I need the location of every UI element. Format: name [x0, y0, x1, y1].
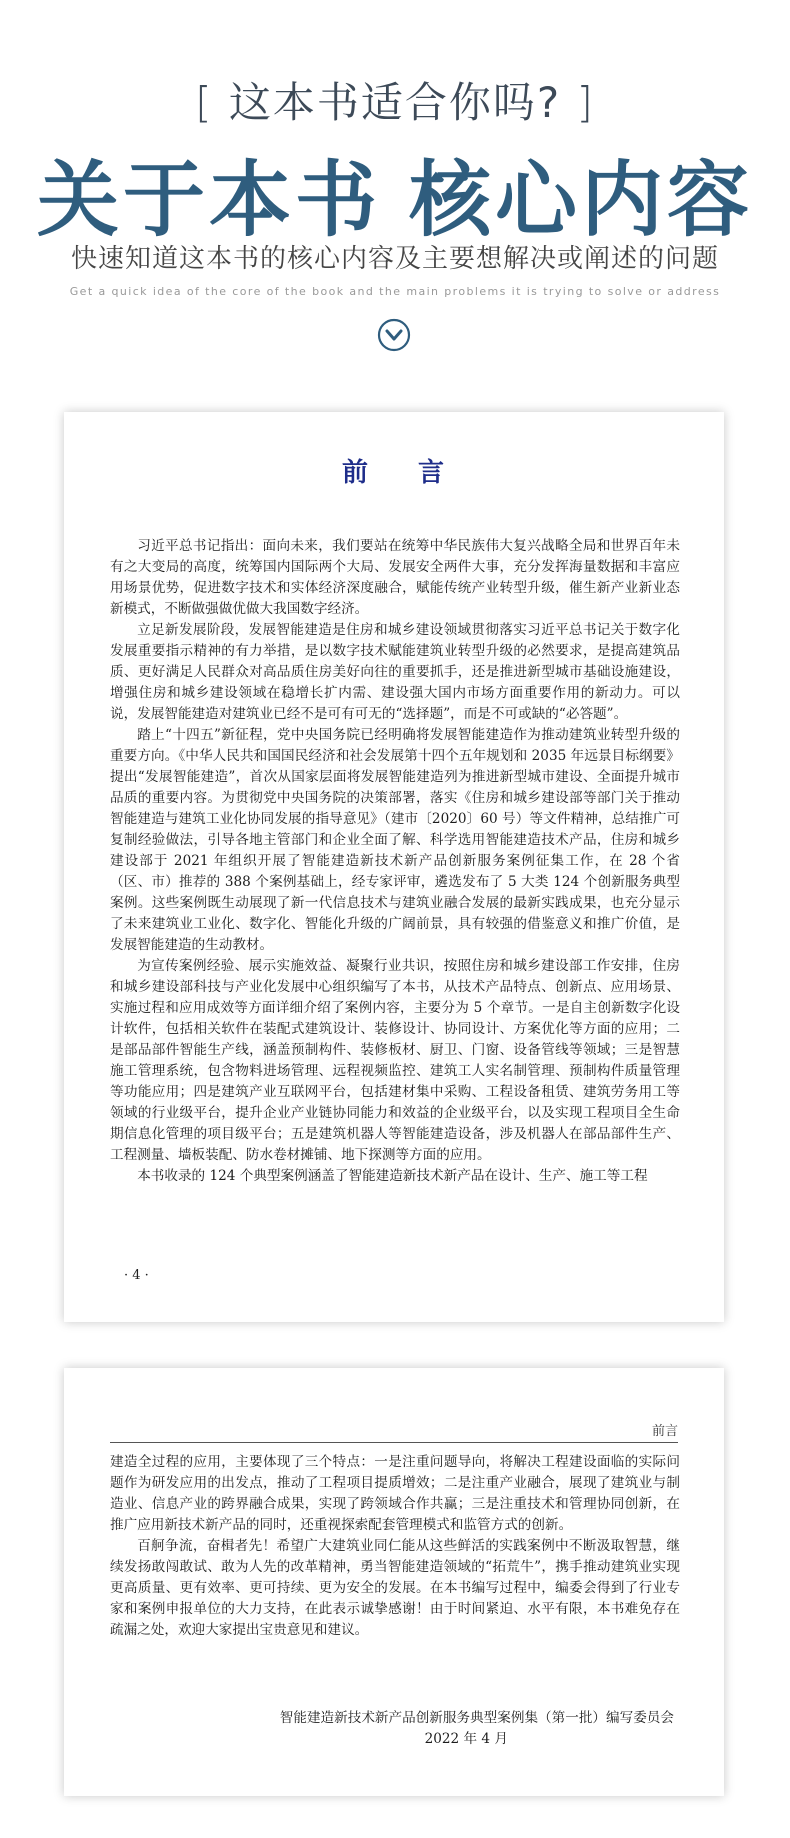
- left-bracket: [: [195, 78, 214, 127]
- preface-page-2: [64, 1368, 724, 1796]
- editorial-committee: 智能建造新技术新产品创新服务典型案例集（第一批）编写委员会: [279, 1710, 674, 1726]
- main-title: [0, 135, 790, 252]
- paragraph: 立足新发展阶段，发展智能建造是住房和城乡建设领域贯彻落实习近平总书记关于数字化发展重要指示精神的有力举措，是以数字技术赋能建筑业转型升级的必然要求，是提高建筑品质、更好满足人民群众对高品质住房美好向往的重要抓手，还是推进新型城市基础设施建设，增强住房和城乡建设领域在稳增长扩内需、建设强大国内市场方面重要作用的新动力。可以说，发展智能建造对建筑业已经不是可有可无的“选择题”，而是不可或缺的“必答题”。: [110, 622, 680, 722]
- header: [0, 0, 790, 380]
- main-title-part1: 关于本书: [36, 152, 381, 248]
- preface-page-1: [64, 412, 724, 1322]
- question-text: 这本书适合你吗?: [228, 78, 562, 127]
- paragraph: 为宣传案例经验、展示实施效益、凝聚行业共识，按照住房和城乡建设部工作安排，住房和城乡建设部科技与产业化发展中心组织编写了本书，从技术产品特点、创新点、应用场景、实施过程和应用成效等方面详细介绍了案例内容，主要分为 5 个章节。一是自主创新数字化设计软件，包括相关软件在装配式建筑设计、装修设计、协同设计、方案优化等方面的应用；二是部品部件智能生产线，涵盖预制构件、装修板材、厨卫、门窗、设备管线等领域；三是智慧施工管理系统，包含物料进场管理、远程视频监控、建筑工人实名制管理、预制构件质量管理等功能应用；四是建筑产业互联网平台，包括建材集中采购、工程设备租赁、建筑劳务用工等领域的行业级平台，提升企业产业链协同能力和效益的企业级平台，以及实现工程项目全生命期信息化管理的项目级平台；五是建筑机器人等智能建造设备，涉及机器人在部品部件生产、工程测量、墙板装配、防水卷材摊铺、地下探测等方面的应用。: [110, 958, 680, 1163]
- preface-title-char1: 前: [341, 458, 370, 488]
- date: 2022 年 4 月: [424, 1731, 508, 1747]
- signoff: [110, 1708, 680, 1750]
- paragraph: 习近平总书记指出：面向未来，我们要站在统筹中华民族伟大复兴战略全局和世界百年未有之大变局的高度，统筹国内国际两个大局、发展安全两件大事，充分发挥海量数据和丰富应用场景优势，促进数字技术和实体经济深度融合，赋能传统产业转型升级，催生新产业新业态新模式，不断做强做优做大我国数字经济。: [110, 538, 680, 617]
- question-title: [0, 70, 790, 130]
- preface-body-continued: [110, 1452, 680, 1641]
- paragraph: 建造全过程的应用，主要体现了三个特点：一是注重问题导向，将解决工程建设面临的实际问题作为研发应用的出发点，推动了工程项目提质增效；二是注重产业融合，展现了建筑业与制造业、信息产业的跨界融合成果，实现了跨领域合作共赢；三是注重技术和管理协同创新，在推广应用新技术新产品的同时，还重视探索配套管理模式和监管方式的创新。: [110, 1454, 680, 1533]
- page-number: · 4 ·: [124, 1268, 149, 1283]
- preface-title-char2: 言: [418, 458, 447, 488]
- header-rule: [110, 1442, 678, 1443]
- main-title-part2: 核心内容: [409, 152, 754, 248]
- subtitle: 快速知道这本书的核心内容及主要想解决或阐述的问题: [70, 244, 719, 274]
- preface-title: [64, 452, 724, 489]
- english-subtitle: Get a quick idea of the core of the book and the main problems it is trying to solve or address: [69, 285, 721, 298]
- paragraph: 百舸争流，奋楫者先！希望广大建筑业同仁能从这些鲜活的实践案例中不断汲取智慧，继续发扬敢闯敢试、敢为人先的改革精神，勇当智能建造领域的“拓荒牛”，携手推动建筑业实现更高质量、更有效率、更可持续、更为安全的发展。在本书编写过程中，编委会得到了行业专家和案例申报单位的大力支持，在此表示诚挚感谢！由于时间紧迫、水平有限，本书难免存在疏漏之处，欢迎大家提出宝贵意见和建议。: [110, 1538, 680, 1638]
- chevron-down-circle-icon[interactable]: [377, 318, 411, 352]
- right-bracket: ]: [576, 78, 595, 127]
- running-head: 前言: [651, 1424, 678, 1439]
- preface-body: [110, 536, 680, 1187]
- paragraph: 踏上“十四五”新征程，党中央国务院已经明确将发展智能建造作为推动建筑业转型升级的重要方向。《中华人民共和国国民经济和社会发展第十四个五年规划和 2035 年远景目标纲要》提出“发展智能建造”，首次从国家层面将发展智能建造列为推进新型城市建设、全面提升城市品质的重要内容。为贯彻党中央国务院的决策部署，落实《住房和城乡建设部等部门关于推动智能建造与建筑工业化协同发展的指导意见》（建市〔2020〕60 号）等文件精神，总结推广可复制经验做法，引导各地主管部门和企业全面了解、科学选用智能建造技术产品，住房和城乡建设部于 2021 年组织开展了智能建造新技术新产品创新服务案例征集工作，在 28 个省（区、市）推荐的 388 个案例基础上，经专家评审，遴选发布了 5 大类 124 个创新服务典型案例。这些案例既生动展现了新一代信息技术与建筑业融合发展的最新实践成果，也充分显示了未来建筑业工业化、数字化、智能化升级的广阔前景，具有较强的借鉴意义和推广价值，是发展智能建造的生动教材。: [110, 727, 680, 953]
- paragraph: 本书收录的 124 个典型案例涵盖了智能建造新技术新产品在设计、生产、施工等工程: [137, 1168, 648, 1184]
